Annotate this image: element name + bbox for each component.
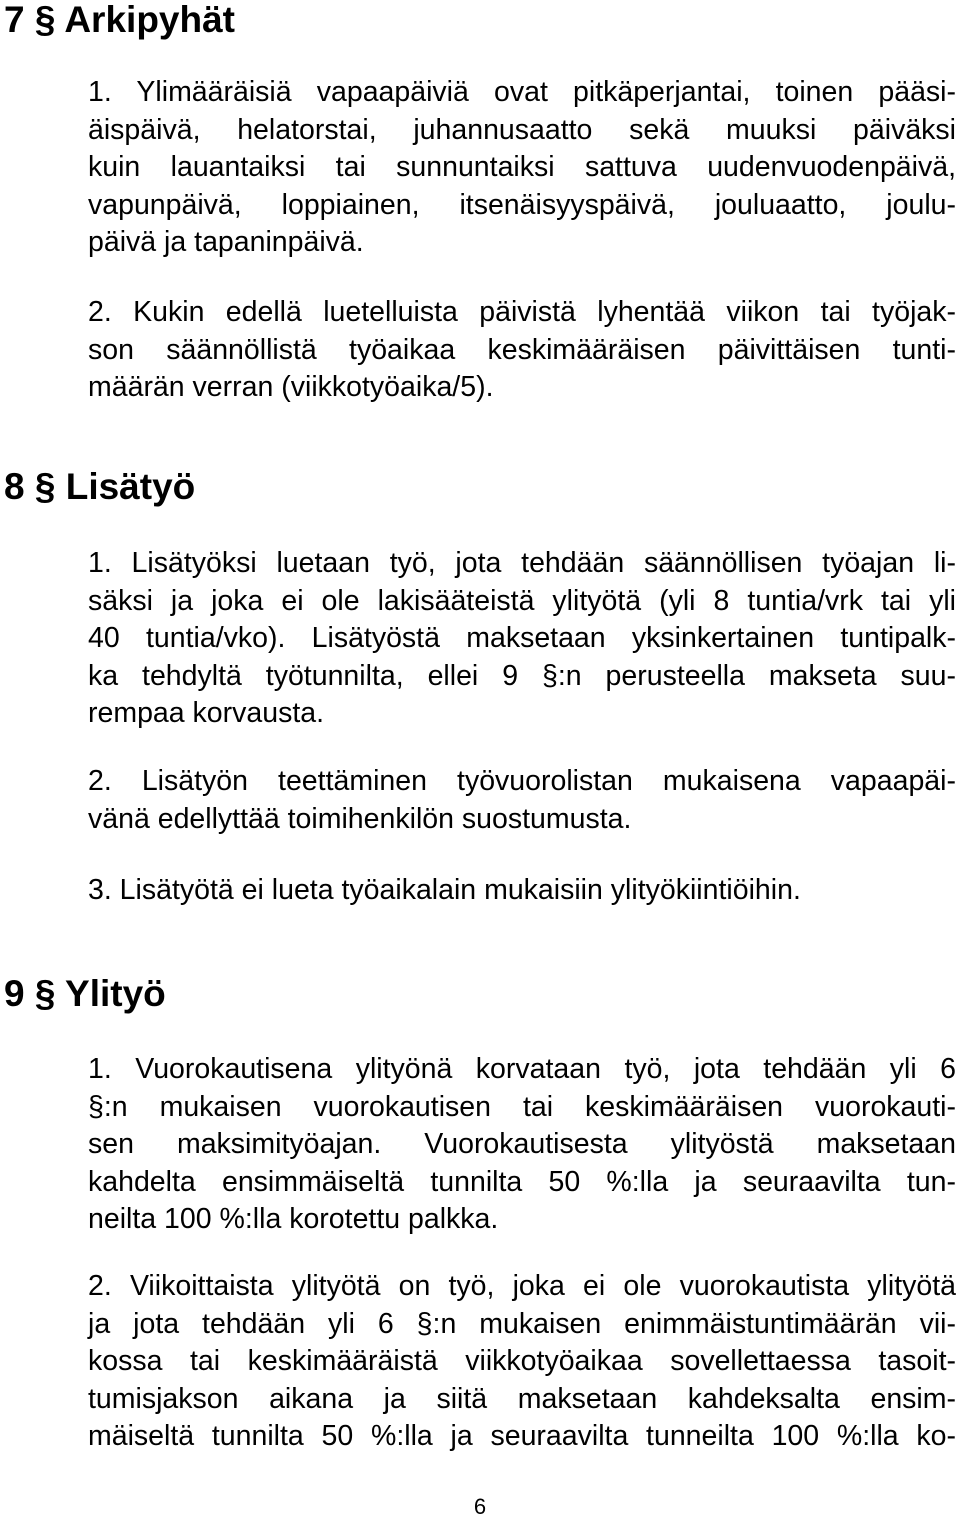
text-line: 2. Kukin edellä luetelluista päivistä lyhentää viikon tai työjak- [88,296,956,328]
text-line: 1. Lisätyöksi luetaan työ, jota tehdään säännöllisen työajan li- [88,547,956,579]
text-line: päivä ja tapaninpäivä. [88,226,364,258]
text-line: kahdelta ensimmäiseltä tunnilta 50 %:lla ja seuraavilta tun- [88,1165,956,1198]
text-line: kuin lauantaiksi tai sunnuntaiksi sattuva uudenvuodenpäivä, [88,151,956,183]
text-line: §:n mukaisen vuorokautisen tai keskimääräisen vuorokauti- [88,1090,956,1123]
text-line: rempaa korvausta. [88,697,325,729]
section-heading-9: 9 § Ylityö [4,973,166,1014]
section-7-paragraph-1 [88,74,956,262]
text-line: son säännöllistä työaikaa keskimääräisen päivittäisen tunti- [88,333,956,366]
text-line: 1. Vuorokautisena ylityönä korvataan työ, jota tehdään yli 6 [88,1053,956,1085]
text-line: vänä edellyttää toimihenkilön suostumusta. [88,802,632,835]
text-line: 40 tuntia/vko). Lisätyöstä maksetaan yksinkertainen tuntipalk- [88,622,956,654]
text-line: kossa tai keskimääräistä viikkotyöaikaa sovellettaessa tasoit- [88,1345,956,1377]
section-8-paragraph-1 [88,545,956,733]
text-line: äispäivä, helatorstai, juhannusaatto sekä muuksi päiväksi [88,113,956,146]
text-line: mäiseltä tunnilta 50 %:lla ja seuraavilta tunneilta 100 %:lla ko- [88,1420,956,1452]
text-line: sen maksimityöajan. Vuorokautisesta ylityöstä maksetaan [88,1128,956,1160]
section-9-paragraph-1 [88,1051,956,1239]
section-heading-7: 7 § Arkipyhät [4,0,235,40]
text-line: 1. Ylimääräisiä vapaapäiviä ovat pitkäperjantai, toinen pääsi- [88,76,956,108]
text-line: tumisjakson aikana ja siitä maksetaan kahdeksalta ensim- [88,1382,956,1415]
section-9-paragraph-2 [88,1268,956,1456]
page-number: 6 [473,1494,487,1519]
text-line: vapunpäivä, loppiainen, itsenäisyyspäivä, jouluaatto, joulu- [88,188,956,221]
text-line: säksi ja joka ei ole lakisääteistä ylityötä (yli 8 tuntia/vrk tai yli [88,584,956,617]
text-line: ka tehdyltä työtunnilta, ellei 9 §:n perusteella makseta suu- [88,659,956,692]
text-line: 2. Viikoittaista ylityötä on työ, joka ei ole vuorokautista ylityötä [88,1270,956,1302]
text-line: ja jota tehdään yli 6 §:n mukaisen enimmäistuntimäärän vii- [88,1307,956,1340]
text-line: neilta 100 %:lla korotettu palkka. [88,1203,499,1235]
section-8-paragraph-3 [88,872,956,910]
section-8-paragraph-2 [88,763,956,838]
section-7-paragraph-2 [88,294,956,407]
text-line: 3. Lisätyötä ei lueta työaikalain mukaisiin ylityökiintiöihin. [88,874,801,906]
section-heading-8: 8 § Lisätyö [4,466,196,507]
text-line: määrän verran (viikkotyöaika/5). [88,371,494,403]
text-line: 2. Lisätyön teettäminen työvuorolistan mukaisena vapaapäi- [88,765,956,797]
